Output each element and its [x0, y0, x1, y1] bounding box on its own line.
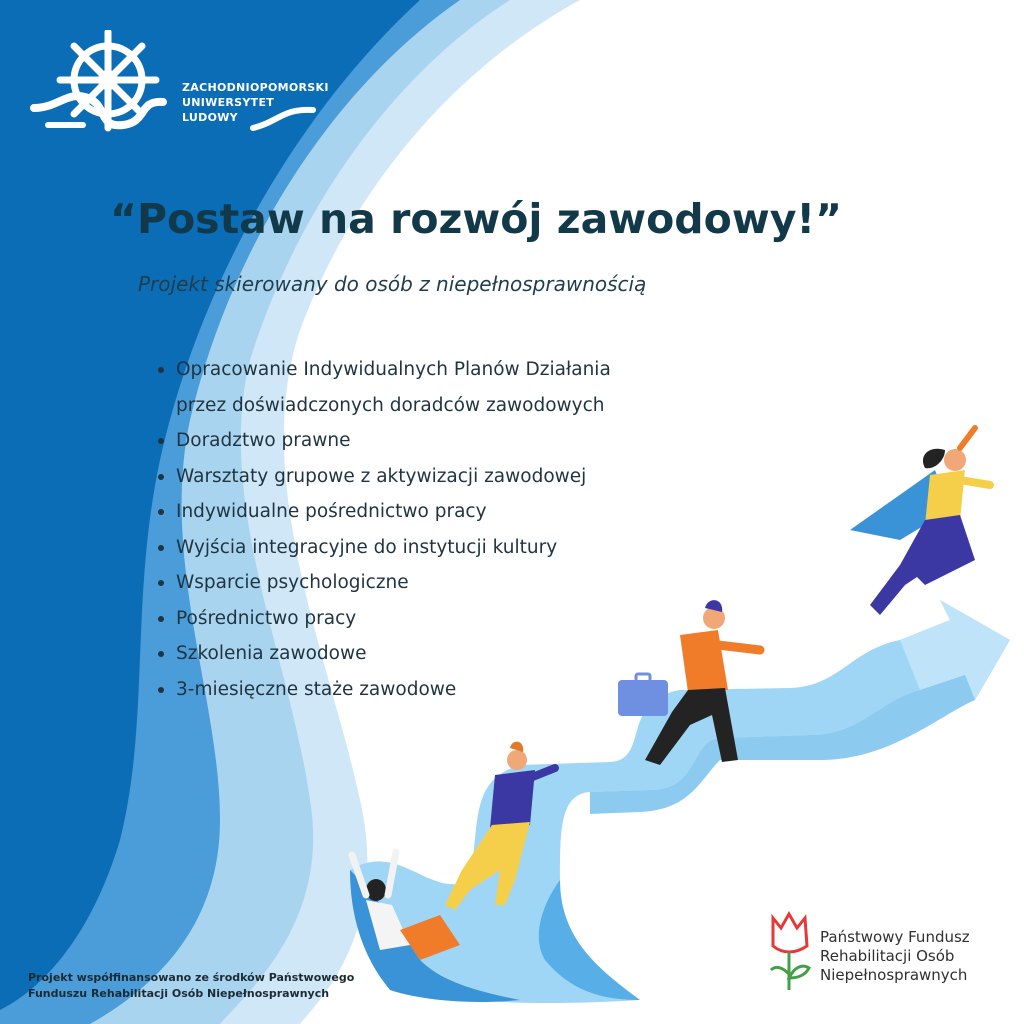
list-item: Pośrednictwo pracy: [156, 601, 611, 637]
list-item: Doradztwo prawne: [156, 423, 611, 459]
footer-line-2: Funduszu Rehabilitacji Osób Niepełnosprawnych: [28, 987, 330, 1000]
list-item-line: Opracowanie Indywidualnych Planów Działania: [176, 359, 611, 380]
logo-line-1: ZACHODNIOPOMORSKI: [182, 81, 329, 94]
list-item: [156, 352, 611, 423]
logo-line-3: LUDOWY: [182, 111, 238, 124]
logo-text: [182, 80, 329, 125]
flying-woman: [850, 428, 990, 615]
list-item: 3-miesięczne staże zawodowe: [156, 672, 611, 708]
list-item: Warsztaty grupowe z aktywizacji zawodowej: [156, 459, 611, 495]
pfron-line-1: Państwowy Fundusz: [820, 928, 970, 946]
list-item: Szkolenia zawodowe: [156, 636, 611, 672]
tulip-flower-icon: [765, 908, 815, 992]
footer-line-1: Projekt współfinansowano ze środków Państwowego: [28, 971, 355, 984]
pfron-line-3: Niepełnosprawnych: [820, 966, 968, 984]
pfron-text: [820, 928, 970, 985]
list-item-line: przez doświadczonych doradców zawodowych: [176, 394, 605, 416]
list-item: Wyjścia integracyjne do instytucji kultury: [156, 530, 611, 566]
pfron-line-2: Rehabilitacji Osób: [820, 947, 955, 965]
cofinancing-note: [28, 970, 354, 1002]
logo-line-2: UNIWERSYTET: [182, 96, 275, 109]
page-title: “Postaw na rozwój zawodowy!”: [110, 195, 843, 243]
list-item: Wsparcie psychologiczne: [156, 565, 611, 601]
list-item: Indywidualne pośrednictwo pracy: [156, 494, 611, 530]
page-subtitle: Projekt skierowany do osób z niepełnosprawnością: [138, 272, 647, 296]
